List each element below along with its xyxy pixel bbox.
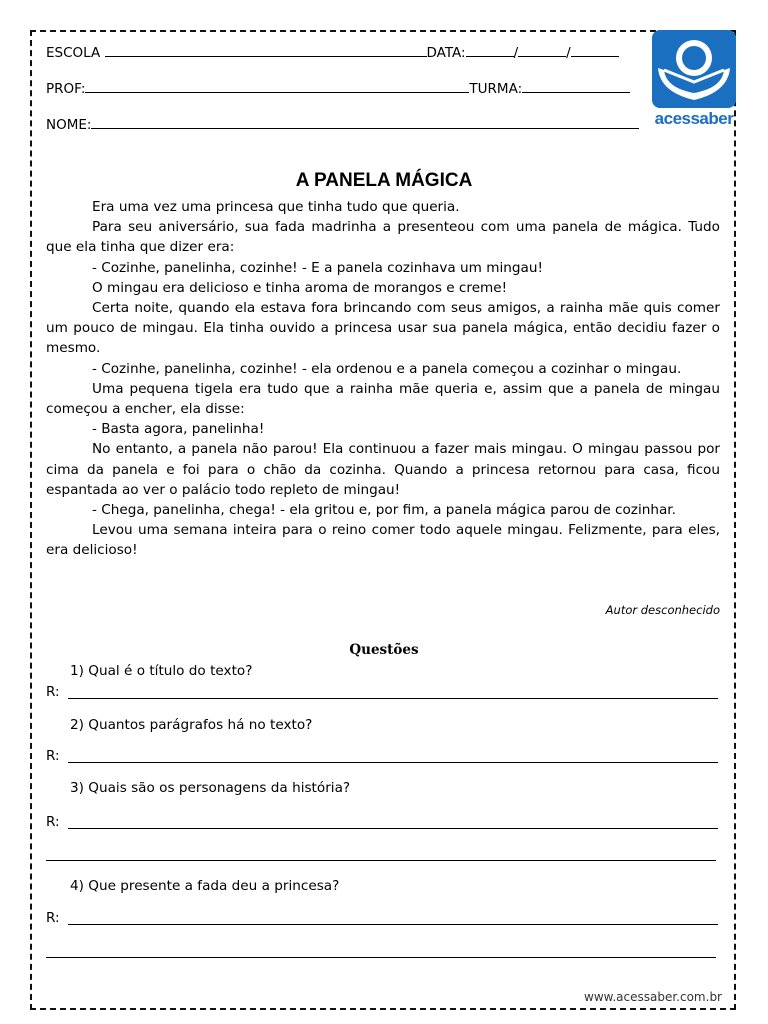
reader-book-icon: [652, 30, 736, 108]
paragraph: - Cozinhe, panelinha, cozinhe! - ela ordenou e a panela começou a cozinhar o mingau.: [92, 360, 682, 377]
date-year-field[interactable]: [571, 44, 619, 57]
date-separator: /: [513, 45, 519, 61]
question-4: 4) Que presente a fada deu a princesa?: [70, 878, 340, 894]
date-separator: /: [566, 45, 571, 61]
paragraph: Para seu aniversário, sua fada madrinha a presenteou com uma panela de mágica. Tudo que ela tinha que dizer era:: [46, 219, 720, 256]
date-month-field[interactable]: [518, 44, 566, 57]
nome-row: [46, 116, 639, 133]
data-label: DATA:: [426, 45, 466, 61]
question-2: 2) Quantos parágrafos há no texto?: [70, 717, 313, 733]
turma-label: TURMA:: [469, 81, 523, 97]
answer-line[interactable]: [46, 945, 716, 958]
escola-row: [46, 44, 619, 61]
website-footer[interactable]: www.acessaber.com.br: [584, 990, 722, 1004]
paragraph: Era uma vez uma princesa que tinha tudo que queria.: [92, 199, 460, 215]
answer-label: R:: [46, 814, 60, 830]
answer-line[interactable]: [68, 814, 718, 829]
questions-title: Questões: [349, 642, 419, 658]
paragraph: - Chega, panelinha, chega! - ela gritou e, por fim, a panela mágica parou de cozinhar.: [92, 502, 676, 519]
paragraph: - Basta agora, panelinha!: [92, 421, 265, 438]
author-credit: Autor desconhecido: [605, 603, 720, 617]
paragraph: Levou uma semana inteira para o reino comer todo aquele mingau. Felizmente, para eles, era delicioso!: [46, 522, 720, 559]
acessaber-logo: [652, 30, 736, 132]
answer-line[interactable]: [68, 684, 718, 699]
answer-line[interactable]: [68, 910, 718, 925]
paragraph: O mingau era delicioso e tinha aroma de morangos e creme!: [92, 279, 508, 296]
prof-field[interactable]: [85, 80, 469, 93]
prof-row: [46, 80, 630, 97]
escola-label: ESCOLA: [46, 45, 101, 61]
paragraph: Uma pequena tigela era tudo que a rainha mãe queria e, assim que a panela de mingau começou a encher, ela disse:: [46, 380, 720, 418]
answer-line[interactable]: [68, 748, 718, 763]
escola-field[interactable]: [105, 44, 427, 57]
nome-label: NOME:: [46, 117, 92, 133]
prof-label: PROF:: [46, 81, 86, 97]
turma-field[interactable]: [522, 80, 630, 93]
date-day-field[interactable]: [466, 44, 514, 57]
page-title: A PANELA MÁGICA: [295, 170, 473, 191]
nome-field[interactable]: [91, 116, 639, 129]
paragraph: - Cozinhe, panelinha, cozinhe! - E a panela cozinhava um mingau!: [92, 259, 543, 276]
question-3: 3) Quais são os personagens da história?: [70, 780, 351, 796]
story-text: [46, 197, 720, 561]
answer-line[interactable]: [46, 848, 716, 861]
paragraph: No entanto, a panela não parou! Ela continuou a fazer mais mingau. O mingau passou por cima da panela e foi para o chão da cozinha. Quando a princesa retornou para casa, ficou espantada ao ver o palácio todo repleto de mingau!: [46, 441, 720, 498]
question-1: 1) Qual é o título do texto?: [70, 663, 253, 679]
brand-name: acessaber: [654, 109, 734, 128]
answer-label: R:: [46, 748, 60, 764]
paragraph: Certa noite, quando ela estava fora brincando com seus amigos, a rainha mãe quis comer um pouco de mingau. Ela tinha ouvido a princesa usar sua panela mágica, então decidiu fazer o mesmo.: [46, 300, 720, 357]
answer-label: R:: [46, 684, 60, 700]
answer-label: R:: [46, 910, 60, 926]
